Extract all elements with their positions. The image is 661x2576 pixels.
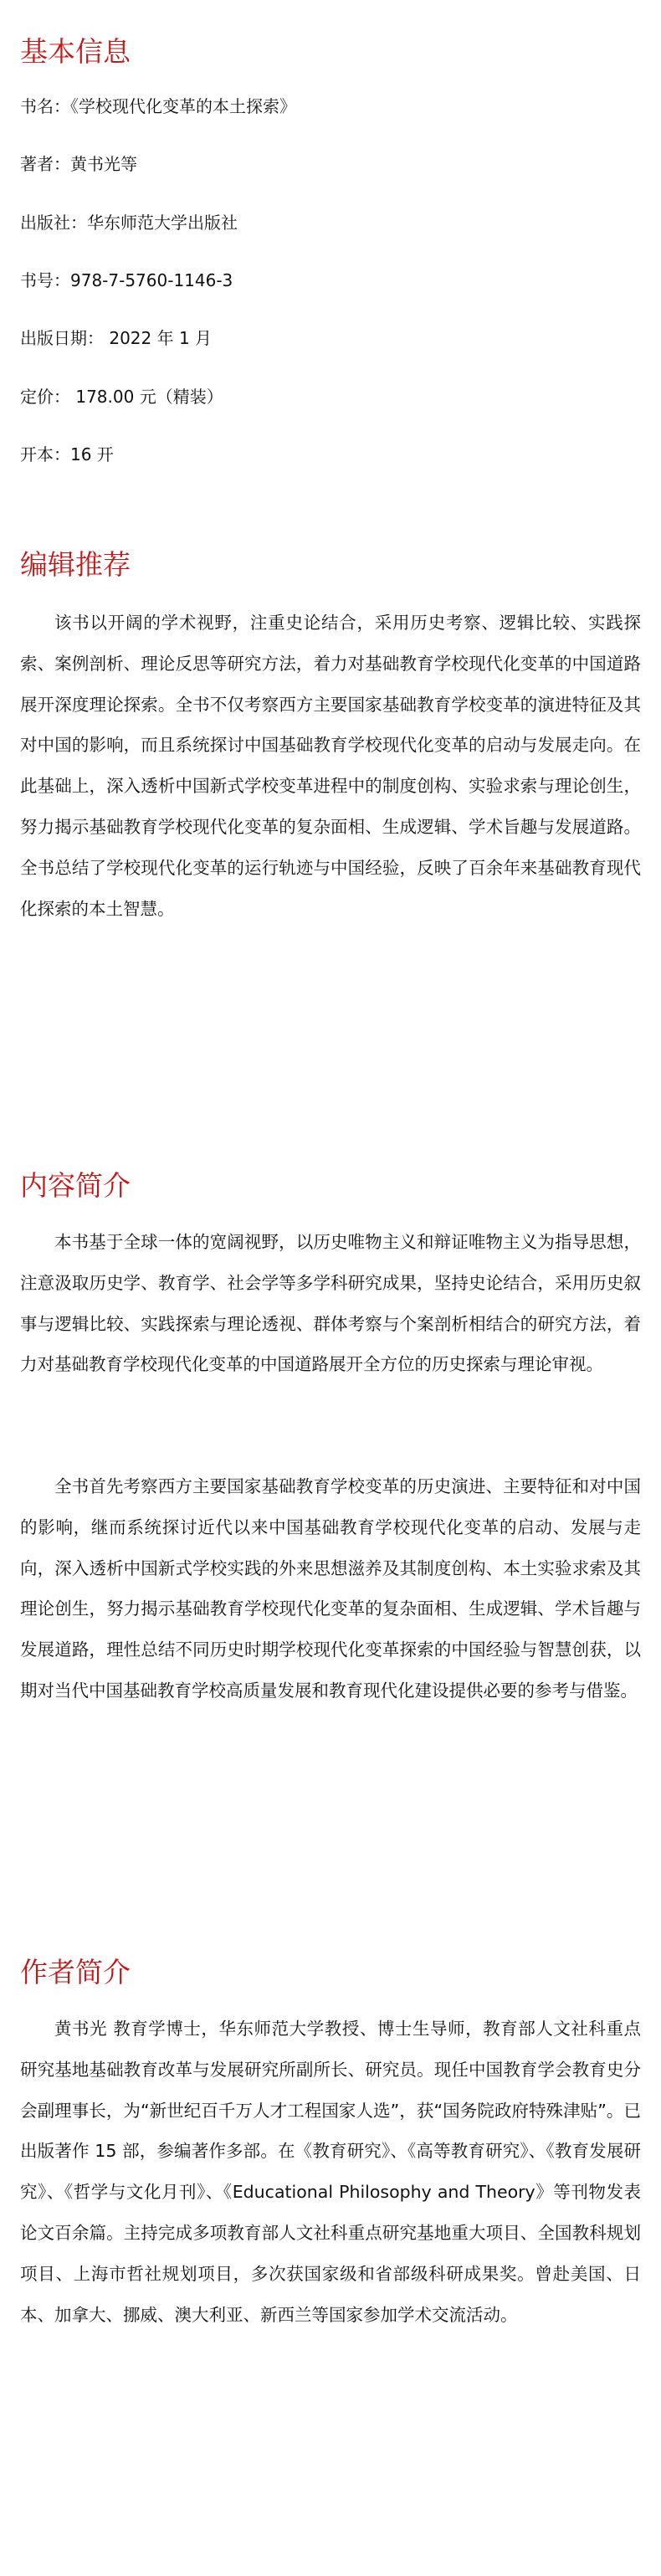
book-name-line: 书名：《学校现代化变革的本土探索》 [20, 96, 296, 116]
author-intro-paragraph: 黄书光 教育学博士，华东师范大学教授、博士生导师，教育部人文社科重点研究基地基础教育改革与发展研究所副所长、研究员。现任中国教育学会教育史分会副理事长，为“新世纪百千万人才工程国家人选”，获“国务院政府特殊津贴”。已出版著作 15 部，参编著作多部。在《教育研究》、《高等教育研究》、《教育发展研究》、《哲学与文化月刊》、《Educational Philosophy and Theory》等刊物发表论文百余篇。主持完成多项教育部人文社科重点研究基地重大项目、全国教科规划项目、上海市哲社规划项目，多次获国家级和省部级科研成果奖。曾赴美国、日本、加拿大、挪威、澳大利亚、新西兰等国家参加学术交流活动。 [20, 2019, 641, 2325]
editor-recommendation-paragraph: 该书以开阔的学术视野，注重史论结合，采用历史考察、逻辑比较、实践探索、案例剖析、理论反思等研究方法，着力对基础教育学校现代化变革的中国道路展开深度理论探索。全书不仅考察西方主要国家基础教育学校变革的演进特征及其对中国的影响，而且系统探讨中国基础教育学校现代化变革的启动与发展走向。在此基础上，深入透析中国新式学校变革进程中的制度创构、实验求索与理论创生，努力揭示基础教育学校现代化变革的复杂面相、生成逻辑、学术旨趣与发展道路。全书总结了学校现代化变革的运行轨迹与中国经验，反映了百余年来基础教育现代化探索的本土智慧。 [20, 613, 641, 919]
isbn-line: 书号：978-7-5760-1146-3 [20, 270, 233, 290]
content-summary-paragraph-1: 本书基于全球一体的宽阔视野，以历史唯物主义和辩证唯物主义为指导思想，注意汲取历史学、教育学、社会学等多学科研究成果，坚持史论结合，采用历史叙事与逻辑比较、实践探索与理论透视、群体考察与个案剖析相结合的研究方法，着力对基础教育学校现代化变革的中国道路展开全方位的历史探索与理论审视。 [20, 1232, 641, 1375]
author-line: 著者：黄书光等 [20, 154, 137, 174]
content-summary-paragraph-2: 全书首先考察西方主要国家基础教育学校变革的历史演进、主要特征和对中国的影响，继而系统探讨近代以来中国基础教育学校现代化变革的启动、发展与走向，深入透析中国新式学校实践的外来思想滋养及其制度创构、本土实验求索及其理论创生，努力揭示基础教育学校现代化变革的复杂面相、生成逻辑、学术旨趣与发展道路，理性总结不同历史时期学校现代化变革探索的中国经验与智慧创获，以期对当代中国基础教育学校高质量发展和教育现代化建设提供必要的参考与借鉴。 [20, 1476, 641, 1701]
publisher-line: 出版社：华东师范大学出版社 [20, 213, 238, 233]
basic-info-heading: 基本信息 [20, 35, 131, 68]
price-line: 定价： 178.00 元（精装） [20, 387, 223, 407]
content-summary-heading: 内容简介 [20, 1169, 131, 1202]
author-intro-heading: 作者简介 [20, 1956, 131, 1988]
pub-date-line: 出版日期： 2022 年 1 月 [20, 328, 213, 348]
format-line: 开本：16 开 [20, 444, 114, 464]
editor-recommendation-heading: 编辑推荐 [20, 548, 131, 581]
